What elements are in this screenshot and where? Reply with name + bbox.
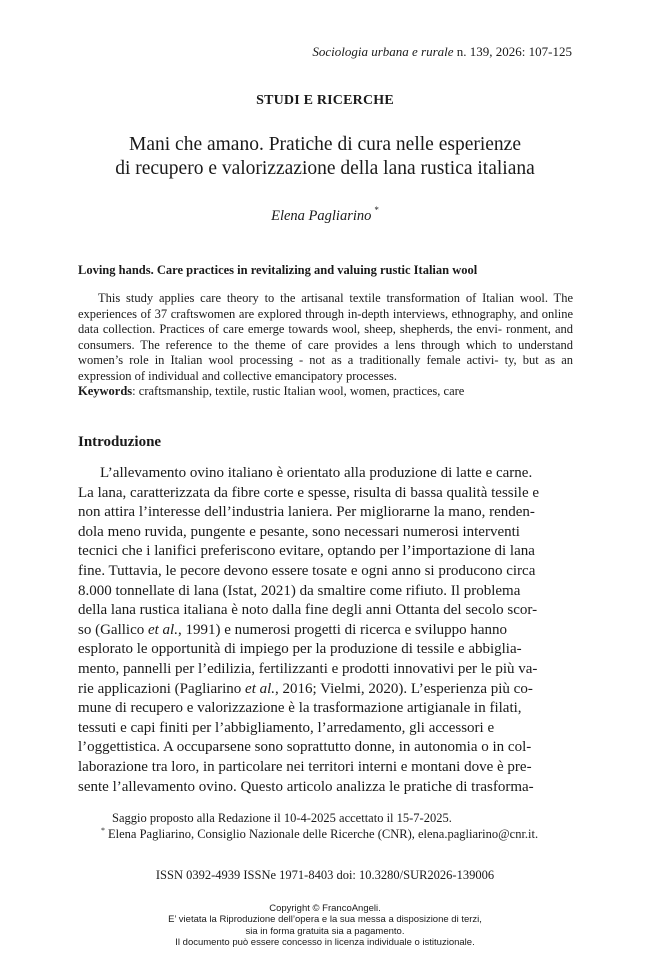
body-line: l’oggettistica. A occuparsene sono soprattutto donne, in autonomia o in col-: [78, 739, 532, 756]
body-line: sente l’allevamento ovino. Questo articolo analizza le pratiche di trasforma-: [78, 778, 534, 795]
body-line: non attira l’interesse dell’industria laniera. Per migliorarne la mano, renden-: [78, 504, 535, 521]
keywords-list: : craftsmanship, textile, rustic Italian wool, women, practices, care: [132, 384, 465, 398]
body-line: tessuti e capi finiti per l’abbigliamento, l’arredamento, gli accessori e: [78, 719, 495, 736]
author-line: [0, 205, 650, 225]
article-title: [60, 133, 590, 181]
footnote-affiliation: Elena Pagliarino, Consiglio Nazionale delle Ricerche (CNR), elena.pagliarino@cnr.it.: [108, 827, 539, 841]
footnote-submission: Saggio proposto alla Redazione il 10-4-2025 accettato il 15-7-2025.: [112, 811, 452, 825]
copyright-line: sia in forma gratuita sia a pagamento.: [245, 925, 405, 937]
body-line: La lana, caratterizzata da fibre corte e spesse, risulta di bassa qualità tessile e: [78, 484, 540, 501]
journal-issue: n. 139, 2026: 107-125: [453, 44, 572, 59]
abstract-line: experiences of 37 craftswomen are explored through in-depth interviews, ethnography, and: [78, 306, 539, 321]
footnote-author: [101, 826, 538, 842]
abstract-line: to understand women’s role in Italian wool processing - not as a traditionally female activi-: [78, 337, 573, 368]
abstract: [78, 291, 573, 385]
body-line: esplorato le opportunità di impiego per la produzione di tessile e abbiglia-: [78, 641, 522, 658]
body-line: mento, pannelli per l’edilizia, fertilizzanti e prodotti innovativi per le più va-: [78, 660, 538, 677]
journal-name: Sociologia urbana e rurale: [312, 44, 454, 59]
section-label: STUDI E RICERCHE: [256, 93, 394, 108]
body-line: mune di recupero e valorizzazione è la trasformazione artigianale in filati,: [78, 700, 522, 717]
title-line: Mani che amano. Pratiche di cura nelle esperienze: [129, 134, 521, 155]
copyright-line: E’ vietata la Riproduzione dell’opera e la sua messa a disposizione di terzi,: [168, 914, 482, 926]
body-line: 8.000 tonnellate di lana (Istat, 2021) da smaltire come rifiuto. Il problema: [78, 582, 521, 599]
body-line: L’allevamento ovino italiano è orientato alla produzione di latte e carne.: [100, 465, 533, 481]
journal-header: [312, 44, 572, 60]
copyright-line: Il documento può essere concesso in licenza individuale o istituzionale.: [175, 937, 475, 949]
keywords: [78, 384, 573, 400]
author-footnote-mark: *: [374, 205, 379, 215]
body-paragraph: [78, 464, 572, 797]
english-title: Loving hands. Care practices in revitalizing and valuing rustic Italian wool: [78, 263, 478, 277]
footnote-mark: *: [101, 826, 105, 835]
copyright-notice: [0, 903, 650, 949]
abstract-line: This study applies care theory to the artisanal textile transformation of Italian wool. The: [98, 291, 573, 305]
issn-doi-line: ISSN 0392-4939 ISSNe 1971-8403 doi: 10.3280/SUR2026-139006: [155, 868, 495, 882]
body-line: laborazione tra loro, in particolare nei territori interni e montani dove è pre-: [78, 758, 532, 775]
abstract-paragraph: [78, 291, 573, 385]
body-line: rie applicazioni (Pagliarino et al., 2016; Vielmi, 2020). L’esperienza più co-: [78, 680, 533, 697]
abstract-line: ronment, and consumers. The reference to the theme of care provides a lens through which: [78, 322, 573, 352]
abstract-line: online data collection. Practices of care emerge towards wool, sheep, shepherds, the envi-: [78, 306, 574, 337]
body-line: so (Gallico et al., 1991) e numerosi progetti di ricerca e sviluppo hanno: [78, 621, 508, 638]
section-heading: Introduzione: [78, 434, 162, 450]
body-line: dola meno ruvida, pungente e pesante, sono necessari numerosi interventi: [78, 523, 520, 540]
abstract-line: ty, but as an expression of individual and collective emancipatory processes.: [78, 353, 573, 383]
body-line: tecnici che i lanifici preferiscono evitare, optando per l’importazione di lana: [78, 543, 535, 560]
body-line: della lana rustica italiana è noto dalla fine degli anni Ottanta del secolo scor-: [78, 602, 538, 619]
copyright-line: Copyright © FrancoAngeli.: [269, 903, 381, 914]
keywords-label: Keywords: [78, 384, 133, 398]
body-line: fine. Tuttavia, le pecore devono essere tosate e ogni anno si producono circa: [78, 562, 536, 579]
title-line: di recupero e valorizzazione della lana rustica italiana: [115, 158, 535, 179]
author-name: Elena Pagliarino: [271, 208, 372, 224]
